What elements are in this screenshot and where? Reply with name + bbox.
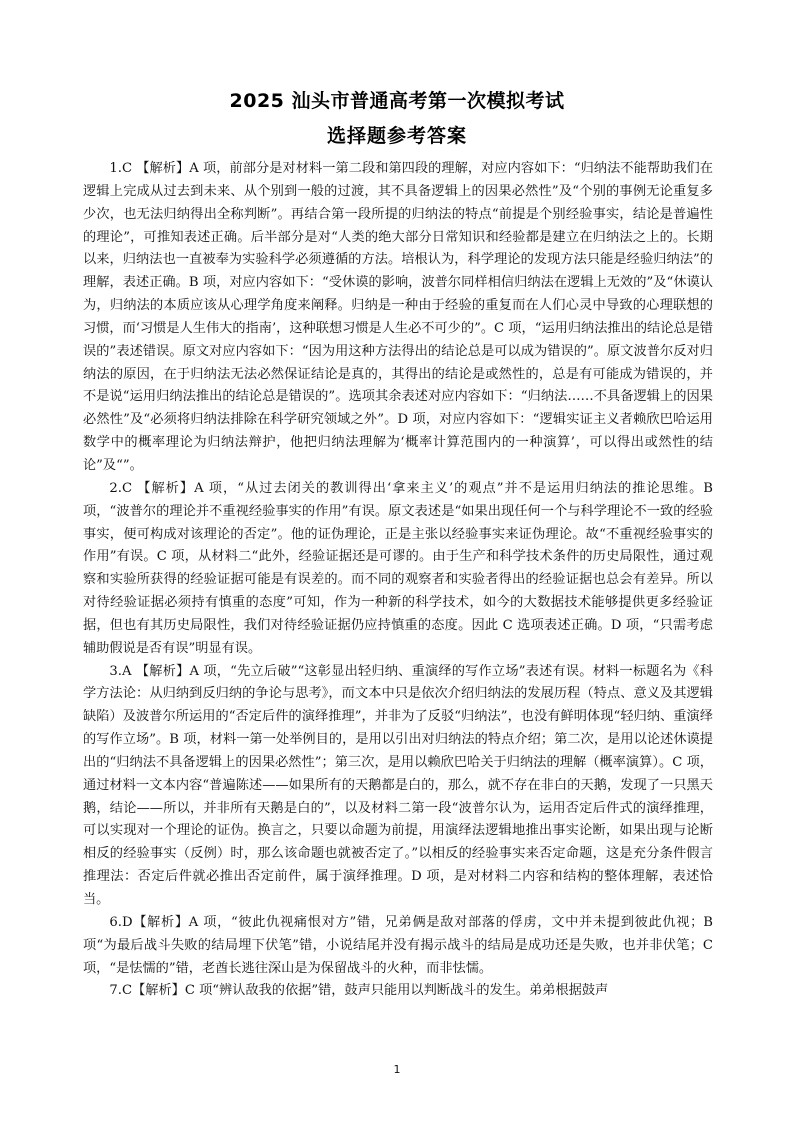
- answer-item-3: 3.A 【解析】A 项，“先立后破”“这彰显出轻归纳、重演绎的写作立场”表述有误。材料一标题名为《科学方法论：从归纳到反归纳的争论与思考》，而文本中只是依次介绍归纳法的发展历程（特点、意义及其逻辑缺陷）及波普尔所运用的“否定后件的演绎推理”，并非为了反驳“归纳法”，也没有鲜明体现“轻归纳、重演绎的写作立场”。B 项，材料一第一处举例目的，是用以引出对归纳法的特点介绍；第二次，是用以论述休谟提出的“归纳法不具备逻辑上的因果必然性”；第三次，是用以赖欣巴哈关于归纳法的理解（概率演算）。C 项，通过材料一文本内容“普遍陈述——如果所有的天鹅都是白的，那么，就不存在非白的天鹅，发现了一只黑天鹅，结论——所以，并非所有天鹅是白的”，以及材料二第一段“波普尔认为，运用否定后件式的演绎推理，可以实现对一个理论的证伪。换言之，只要以命题为前提，用演绎法逻辑地推出事实论断，如果出现与论断相反的经验事实（反例）时，那么该命题也就被否定了。”以相反的经验事实来否定命题，这是充分条件假言推理法：否定后件就必推出否定前件，属于演绎推理。D 项，是对材料二内容和结构的整体理解，表述恰当。: [83, 663, 713, 907]
- answer-body: [83, 158, 713, 1003]
- page-title: 2025 汕头市普通高考第一次模拟考试: [229, 90, 565, 112]
- answer-item-6: 6.D【解析】A 项，“彼此仇视痛恨对方”错，兄弟俩是敌对部落的俘虏，文中并未提到彼此仇视；B 项“为最后战斗失败的结局埋下伏笔”错，小说结尾并没有揭示战斗的结局是成功还是失败，也并非伏笔；C 项，“是怯懦的”错，老酋长逃往深山是为保留战斗的火种，而非怯懦。: [83, 914, 713, 976]
- page-subtitle: 选择题参考答案: [326, 125, 467, 147]
- page-number: 1: [393, 1063, 401, 1076]
- answer-item-7: 7.C【解析】C 项“辨认敌我的依据”错，鼓声只能用以判断战斗的发生。弟弟根据鼓声: [109, 983, 609, 999]
- answer-item-2: 2.C 【解析】A 项，“从过去闭关的教训得出‘拿来主义’的观点”并不是运用归纳法的推论思维。B 项，“波普尔的理论并不重视经验事实的作用”有误。原文表述是“如果出现任何一个与科学理论不一致的经验事实，便可构成对该理论的否定”。他的证伪理论，正是主张以经验事实来证伪理论。故“不重视经验事实的作用”有误。C 项，从材料二“此外，经验证据还是可谬的。由于生产和科学技术条件的历史局限性，通过观察和实验所获得的经验证据可能是有误差的。而不同的观察者和实验者得出的经验证据也总会有差异。所以对待经验证据必须持有慎重的态度”可知，作为一种新的科学技术，如今的大数据技术能够提供更多经验证据，但也有其历史局限性，我们对待经验证据仍应持慎重的态度。因此 C 选项表述正确。D 项，“只需考虑辅助假说是否有误”明显有误。: [83, 480, 713, 656]
- answer-item-1: 1.C 【解析】A 项，前部分是对材料一第二段和第四段的理解，对应内容如下：“归纳法不能帮助我们在逻辑上完成从过去到未来、从个别到一般的过渡，其不具备逻辑上的因果必然性”及“个别的事例无论重复多少次，也无法归纳得出全称判断”。再结合第一段所提的归纳法的特点“前提是个别经验事实，结论是普遍性的理论”，可推知表述正确。后半部分是对“人类的绝大部分日常知识和经验都是建立在归纳法之上的。长期以来，归纳法也一直被奉为实验科学必须遵循的方法。培根认为，科学理论的发现方法只能是经验归纳法”的理解，表述正确。B 项，对应内容如下：“受休谟的影响，波普尔同样相信归纳法在逻辑上无效的”及“休谟认为，归纳法的本质应该从心理学角度来阐释。归纳是一种由于经验的重复而在人们心灵中导致的心理联想的习惯，而‘习惯是人生伟大的指南’，这种联想习惯是人生必不可少的”。C 项，“运用归纳法推出的结论总是错误的”表述错误。原文对应内容如下：“因为用这种方法得出的结论总是可以成为错误的”。原文波普尔反对归纳法的原因，在于归纳法无法必然保证结论是真的，其得出的结论是或然性的，总是有可能成为错误的，并不是说“运用归纳法推出的结论总是错误的”。选项其余表述对应内容如下：“归纳法……不具备逻辑上的因果必然性”及“必须将归纳法排除在科学研究领域之外”。D 项，对应内容如下：“逻辑实证主义者赖欣巴哈运用数学中的概率理论为归纳法辩护，他把归纳法理解为‘概率计算范围内的一种演算’，可以得出或然性的结论”及“”。: [83, 161, 713, 473]
